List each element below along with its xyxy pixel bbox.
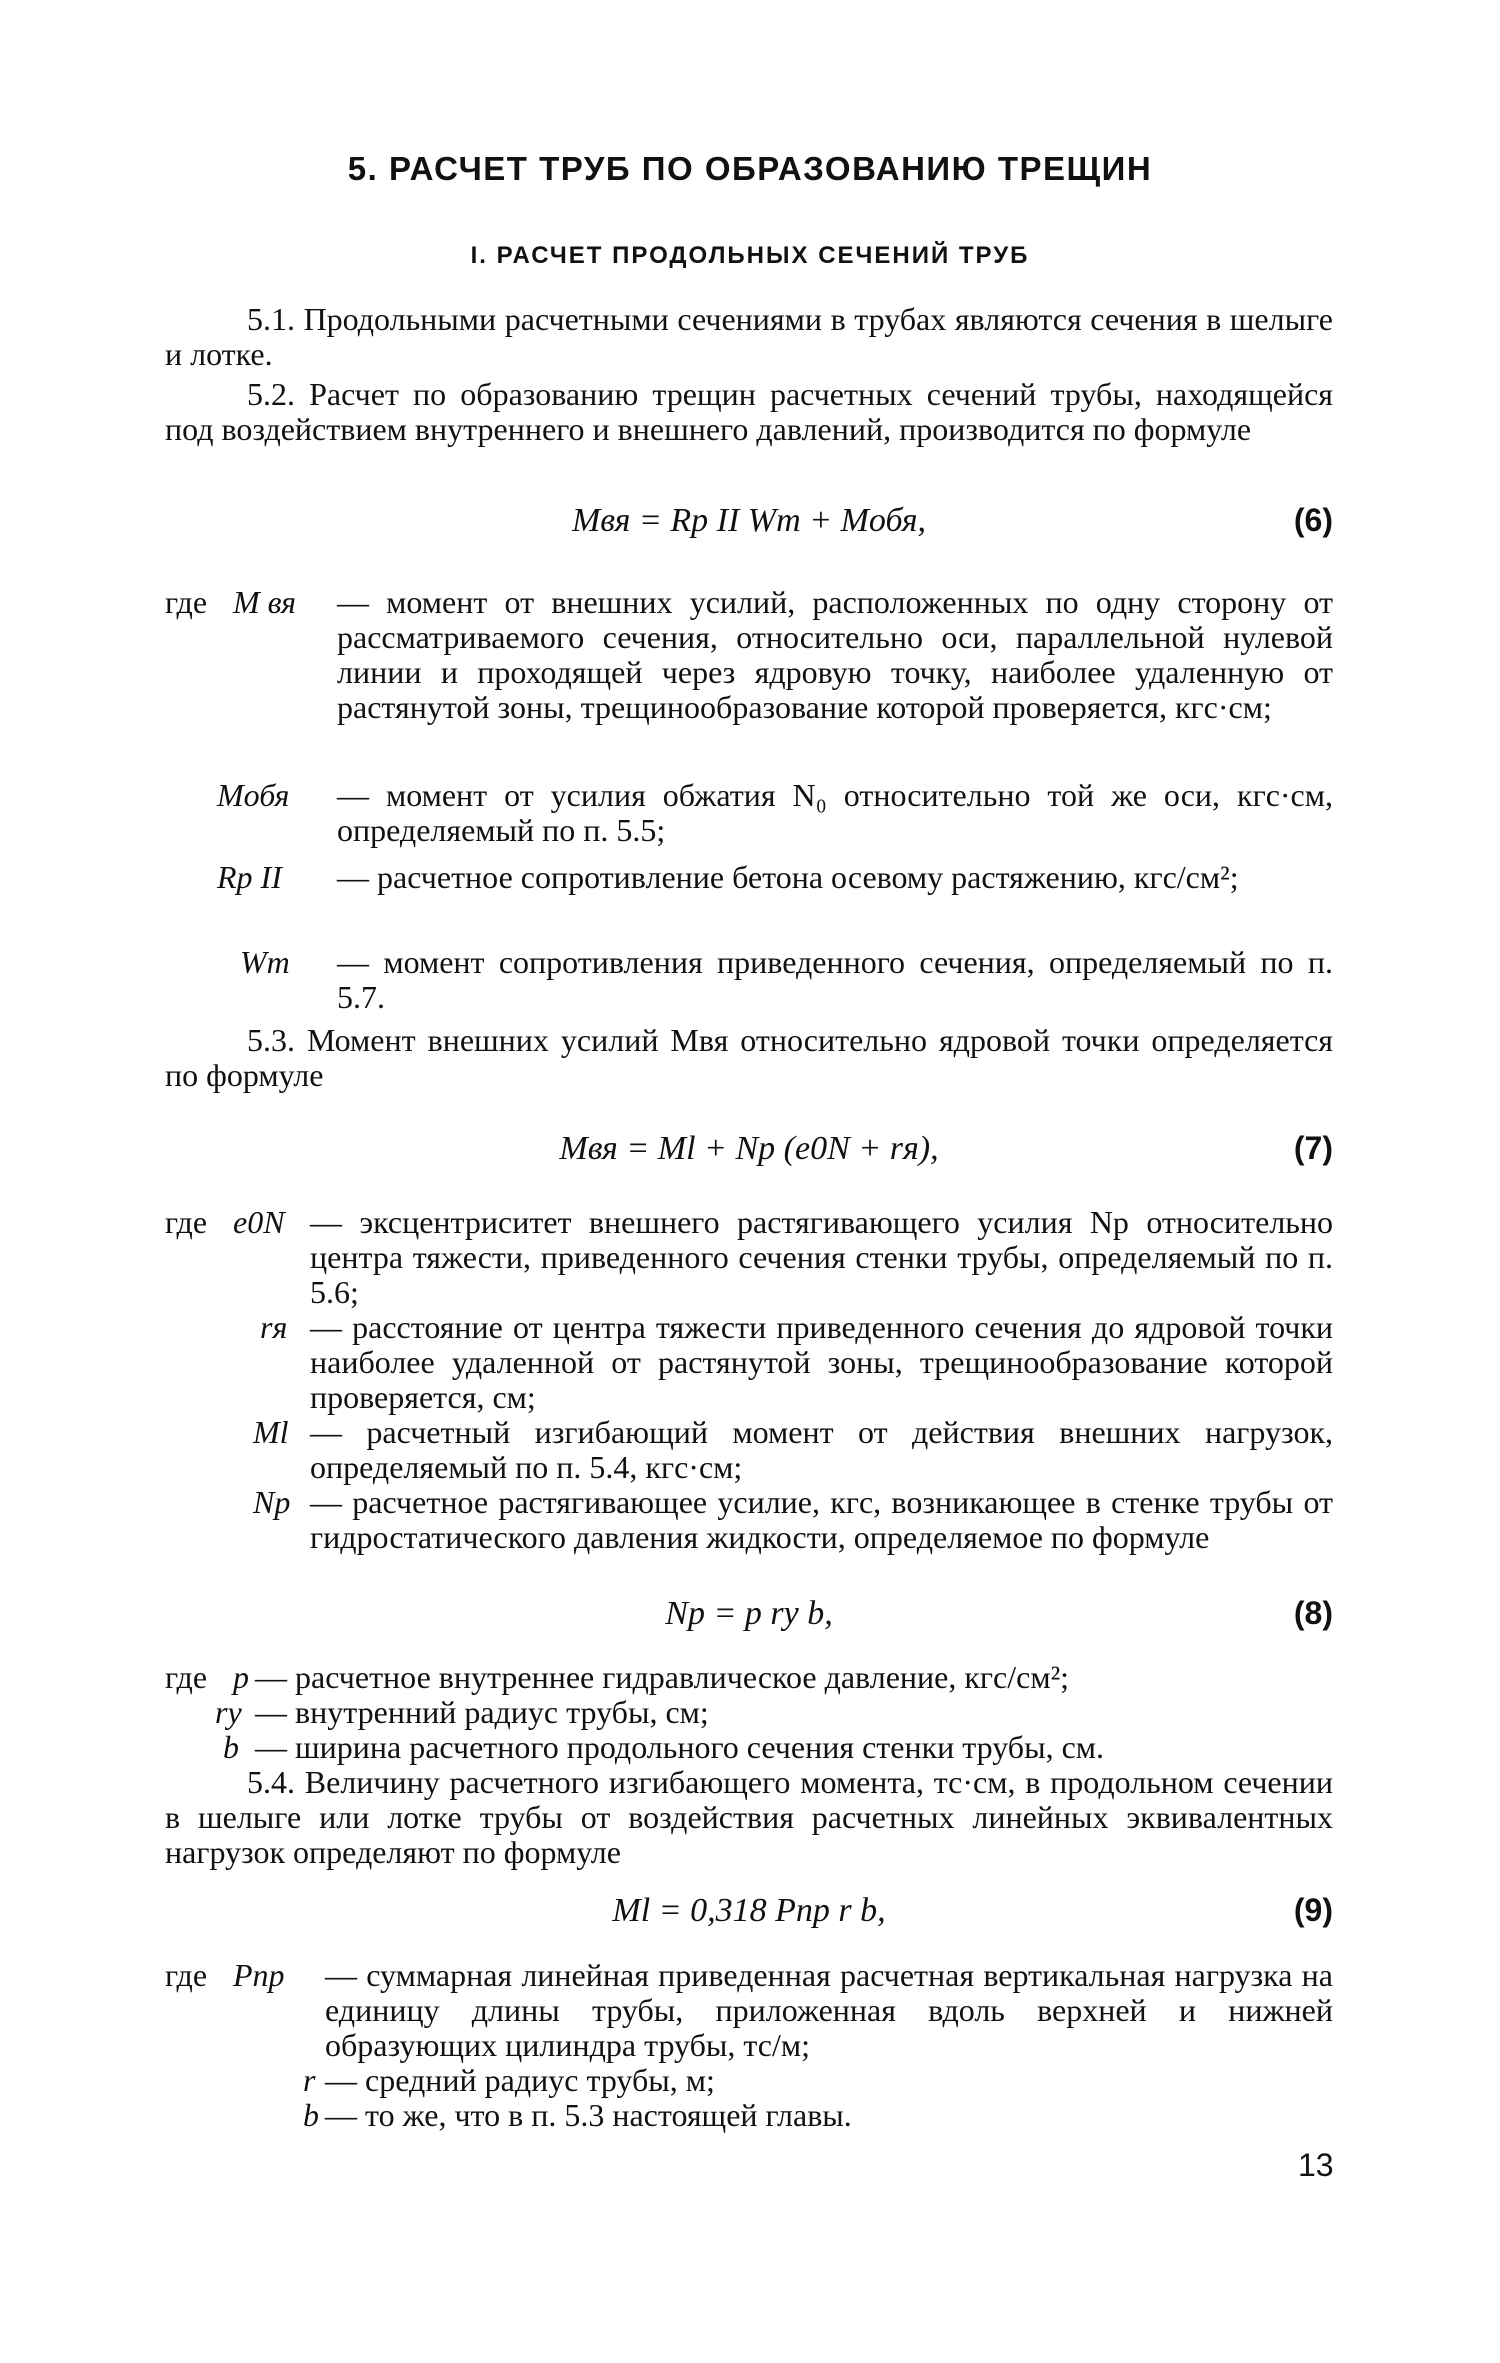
definition-symbol: Mобя xyxy=(217,777,290,813)
formula-6-number: (6) xyxy=(1293,502,1333,538)
definition-text: — средний радиус трубы, м; xyxy=(325,2062,715,2098)
definitions-formula-9 xyxy=(165,1958,1333,2148)
definition-symbol: ry xyxy=(215,1694,242,1730)
definition-text: — внутренний радиус трубы, см; xyxy=(255,1694,709,1730)
page-number: 13 xyxy=(1298,2147,1334,2183)
definition-symbol: Pпр xyxy=(233,1957,285,1993)
definition-text: — суммарная линейная приведенная расчетная вертикальная нагрузка на единицу длины трубы, приложенная вдоль верхней и нижней образующих цилиндра трубы, тс/м; xyxy=(325,1957,1333,2063)
definitions-formula-7 xyxy=(165,1205,1333,1605)
definition-symbol: b xyxy=(223,1729,239,1765)
paragraph-5-3: 5.3. Момент внешних усилий Mвя относительно ядровой точки определяется по формуле xyxy=(165,1022,1333,1093)
definition-symbol: Rp II xyxy=(217,859,282,895)
where-label: где xyxy=(165,1204,208,1240)
where-label: где xyxy=(165,1957,208,1993)
formula-8-expression: Np = p ry b, xyxy=(665,1595,833,1632)
subsection-heading: I. РАСЧЕТ ПРОДОЛЬНЫХ СЕЧЕНИЙ ТРУБ xyxy=(470,242,1030,269)
definition-symbol: Np xyxy=(253,1484,291,1520)
definition-text: — расчетное сопротивление бетона осевому растяжению, кгс/см²; xyxy=(337,859,1239,895)
definition-symbol: Ml xyxy=(253,1414,289,1450)
definition-text: — момент от внешних усилий, расположенных по одну сторону от рассматриваемого сечения, относительно оси, параллельной нулевой линии и проходящей через ядровую точку, наиболее удаленную от растянутой зоны, трещинообразование которой проверяется, кгс·см; xyxy=(337,584,1333,725)
definition-text: — ширина расчетного продольного сечения стенки трубы, см. xyxy=(255,1729,1105,1765)
formula-9-number: (9) xyxy=(1293,1892,1333,1928)
formula-7 xyxy=(165,1130,1333,1174)
paragraph-5-2: 5.2. Расчет по образованию трещин расчетных сечений трубы, находящейся под воздействием внутреннего и внешнего давлений, производится по формуле xyxy=(165,376,1333,447)
formula-8-number: (8) xyxy=(1293,1595,1333,1631)
formula-7-expression: Mвя = Ml + Np (e0N + rя), xyxy=(559,1130,939,1167)
definition-text: — эксцентриситет внешнего растягивающего усилия Np относительно центра тяжести, приведенного сечения стенки трубы, определяемый по п. 5.6; xyxy=(310,1204,1333,1310)
definition-symbol: Wт xyxy=(240,944,290,980)
formula-8 xyxy=(165,1595,1333,1639)
definition-text: — расстояние от центра тяжести приведенного сечения до ядровой точки наиболее удаленной от растянутой зоны, трещинообразование которой проверяется, см; xyxy=(310,1309,1333,1415)
definition-symbol: p xyxy=(233,1659,249,1695)
definition-symbol: rя xyxy=(260,1309,288,1345)
formula-7-number: (7) xyxy=(1293,1130,1333,1166)
definition-symbol: M вя xyxy=(233,584,296,620)
definition-text: — расчетное внутреннее гидравлическое давление, кгс/см²; xyxy=(255,1659,1070,1695)
definition-text: — расчетный изгибающий момент от действия внешних нагрузок, определяемый по п. 5.4, кгс·см; xyxy=(310,1414,1333,1485)
definitions-formula-6 xyxy=(165,585,1333,1055)
definition-symbol: r xyxy=(303,2062,316,2098)
definition-text: — то же, что в п. 5.3 настоящей главы. xyxy=(325,2097,852,2133)
definitions-formula-8 xyxy=(165,1660,1333,1770)
paragraph-5-1: 5.1. Продольными расчетными сечениями в трубах являются сечения в шелыге и лотке. xyxy=(165,301,1333,372)
paragraph-5-4: 5.4. Величину расчетного изгибающего момента, тс·см, в продольном сечении в шелыге или лотке трубы от воздействия расчетных линейных эквивалентных нагрузок определяют по формуле xyxy=(165,1764,1333,1870)
formula-9 xyxy=(165,1892,1333,1936)
definition-text: — момент от усилия обжатия N₀ относительно той же оси, кгс·см, определяемый по п. 5.5; xyxy=(337,777,1333,848)
definition-symbol: b xyxy=(303,2097,319,2133)
where-label: где xyxy=(165,1659,208,1695)
formula-9-expression: Ml = 0,318 Pпр r b, xyxy=(612,1892,886,1929)
formula-6-expression: Mвя = Rp II Wт + Mобя, xyxy=(571,502,927,539)
definition-text: — расчетное растягивающее усилие, кгс, возникающее в стенке трубы от гидростатического давления жидкости, определяемое по формуле xyxy=(310,1484,1333,1555)
definition-text: — момент сопротивления приведенного сечения, определяемый по п. 5.7. xyxy=(337,944,1333,1015)
formula-6 xyxy=(165,502,1333,546)
section-heading: 5. РАСЧЕТ ТРУБ ПО ОБРАЗОВАНИЮ ТРЕЩИН xyxy=(347,150,1153,187)
definition-symbol: e0N xyxy=(233,1204,285,1240)
where-label: где xyxy=(165,584,208,620)
